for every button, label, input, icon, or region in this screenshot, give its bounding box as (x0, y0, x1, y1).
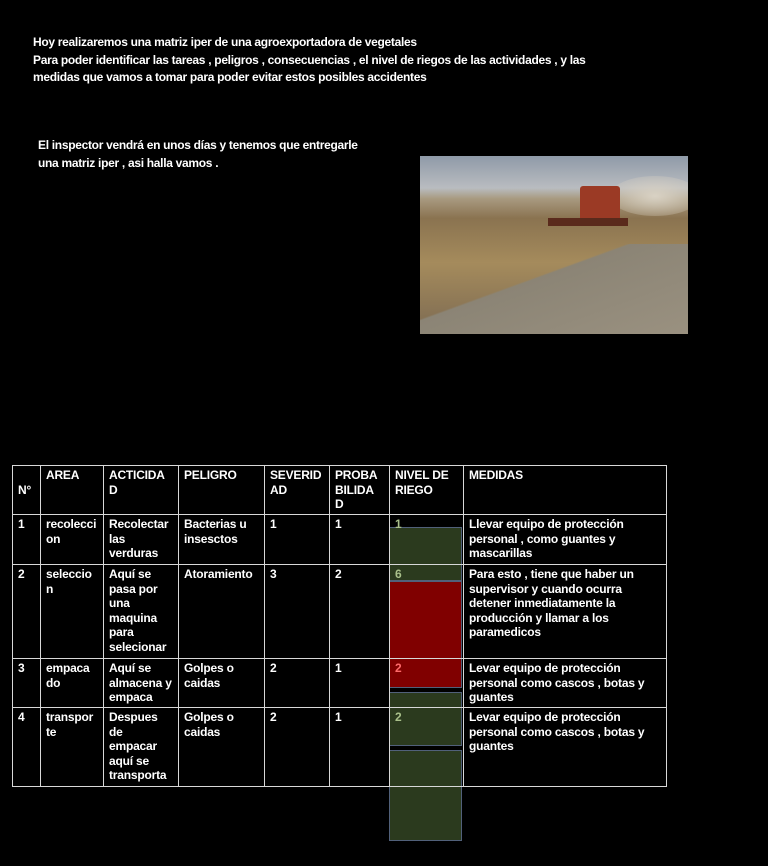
table-row (13, 515, 667, 565)
cell-number: 4 (13, 708, 41, 787)
cell-area: recolecci on (41, 515, 104, 565)
cell-peligro: Bacterias u insesctos (179, 515, 265, 565)
cell-peligro: Golpes o caidas (179, 708, 265, 787)
cell-severidad: 1 (265, 515, 330, 565)
header-number: N° (13, 466, 41, 515)
cell-medidas: Levar equipo de protección personal como cascos , botas y guantes (464, 708, 667, 787)
cell-medidas: Levar equipo de protección personal como cascos , botas y guantes (464, 659, 667, 708)
cell-area: empaca do (41, 659, 104, 708)
cell-actividad: Despues de empacar aquí se transporta (104, 708, 179, 787)
cell-severidad: 2 (265, 659, 330, 708)
header-peligro: PELIGRO (179, 466, 265, 515)
table-row (13, 565, 667, 659)
note-line: El inspector vendrá en unos días y tenemos que entregarle (38, 138, 358, 152)
cell-nivel-riego: 6 (390, 565, 464, 659)
cell-number: 2 (13, 565, 41, 659)
cell-probabilidad: 1 (330, 708, 390, 787)
table-row (13, 708, 667, 787)
harvester-header (548, 218, 628, 226)
cell-actividad: Aquí se almacena y empaca (104, 659, 179, 708)
intro-line: Hoy realizaremos una matriz iper de una agroexportadora de vegetales (33, 35, 417, 49)
cell-number: 1 (13, 515, 41, 565)
cell-area: transpor te (41, 708, 104, 787)
cell-area: seleccio n (41, 565, 104, 659)
cell-number: 3 (13, 659, 41, 708)
iper-matrix-table (12, 465, 667, 787)
cell-medidas: Para esto , tiene que haber un supervisor y cuando ocurra detener inmediatamente la producción y llamar a los paramedicos (464, 565, 667, 659)
dust-cloud (610, 176, 688, 216)
cell-peligro: Golpes o caidas (179, 659, 265, 708)
header-medidas: MEDIDAS (464, 466, 667, 515)
header-severidad: SEVERID AD (265, 466, 330, 515)
cell-actividad: Aquí se pasa por una maquina para selecionar (104, 565, 179, 659)
inspector-note (38, 137, 398, 172)
cell-probabilidad: 2 (330, 565, 390, 659)
field-stubble (420, 244, 688, 334)
cell-peligro: Atoramiento (179, 565, 265, 659)
header-probabilidad: PROBA BILIDA D (330, 466, 390, 515)
intro-text (33, 34, 633, 87)
cell-nivel-riego: 1 (390, 515, 464, 565)
cell-nivel-riego: 2 (390, 708, 464, 787)
cell-severidad: 2 (265, 708, 330, 787)
header-actividad: ACTICIDA D (104, 466, 179, 515)
cell-severidad: 3 (265, 565, 330, 659)
cell-actividad: Recolectar las verduras (104, 515, 179, 565)
table-row (13, 659, 667, 708)
note-line: una matriz iper , asi halla vamos . (38, 155, 219, 170)
intro-line: Para poder identificar las tareas , peligros , consecuencias , el nivel de riegos de las actividades , y las (33, 52, 586, 67)
cell-probabilidad: 1 (330, 659, 390, 708)
combine-harvester (580, 186, 620, 222)
cell-nivel-riego: 2 (390, 659, 464, 708)
harvester-field-photo (420, 156, 688, 334)
cell-probabilidad: 1 (330, 515, 390, 565)
header-area: AREA (41, 466, 104, 515)
table-header-row (13, 466, 667, 515)
intro-line: medidas que vamos a tomar para poder evitar estos posibles accidentes (33, 70, 427, 84)
header-nivel-riego: NIVEL DE RIEGO (390, 466, 464, 515)
cell-medidas: Llevar equipo de protección personal , como guantes y mascarillas (464, 515, 667, 565)
